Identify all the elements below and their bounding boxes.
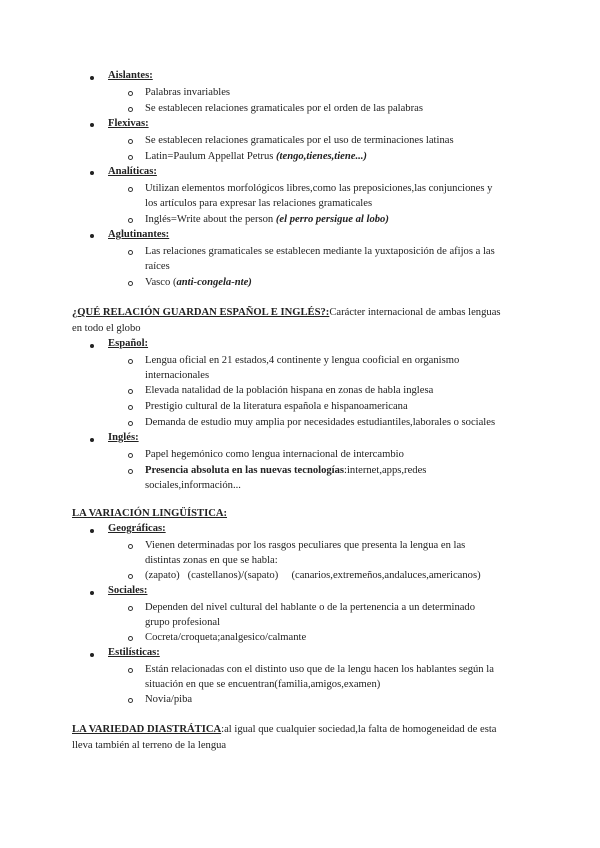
- bullet-circle: [128, 139, 133, 144]
- section-1-heading-line: [72, 305, 501, 322]
- section-3-line-2: lleva también al terreno de la lengua: [72, 740, 227, 751]
- ingles-item-1: Papel hegemónico como lengua internacional de intercambio: [145, 449, 404, 460]
- ingles-item-2-line-2: sociales,información...: [145, 480, 241, 491]
- aislantes-title: Aislantes:: [108, 70, 153, 81]
- bullet-circle: [128, 453, 133, 458]
- bullet-circle: [128, 544, 133, 549]
- section-2-heading: LA VARIACIÓN LINGÜÍSTICA:: [72, 508, 228, 519]
- sociales-title: Sociales:: [108, 585, 148, 596]
- flexivas-example-emphasis: (tengo,tienes,tiene...): [276, 151, 367, 162]
- ingles-title: Inglés:: [108, 432, 139, 443]
- bullet-circle: [128, 421, 133, 426]
- bullet-circle: [128, 698, 133, 703]
- bullet-circle: [128, 107, 133, 112]
- geograficas-item-1-line-2: distintas zonas en que se habla:: [145, 555, 278, 566]
- ingles-item-2-rest: :internet,apps,redes: [344, 465, 427, 476]
- bullet-dot: [90, 76, 94, 80]
- bullet-circle: [128, 636, 133, 641]
- bullet-dot: [90, 438, 94, 442]
- sociales-item-1-line-1: Dependen del nivel cultural del hablante o de la pertenencia a un determinado: [145, 602, 476, 613]
- bullet-circle: [128, 469, 133, 474]
- bullet-circle: [128, 606, 133, 611]
- bullet-circle: [128, 155, 133, 160]
- espanol-item-1-line-1: Lengua oficial en 21 estados,4 continente y lengua cooficial en organismo: [145, 355, 460, 366]
- estilisticas-item-1-line-1: Están relacionadas con el distinto uso que de la lengu hacen los hablantes según la: [145, 664, 494, 675]
- bullet-dot: [90, 591, 94, 595]
- geograficas-item-1-line-1: Vienen determinadas por los rasgos peculiares que presenta la lengua en las: [145, 540, 466, 551]
- flexivas-item-1: Se establecen relaciones gramaticales por el uso de terminaciones latinas: [145, 135, 454, 146]
- bullet-dot: [90, 123, 94, 127]
- geograficas-title: Geográficas:: [108, 523, 166, 534]
- bullet-circle: [128, 359, 133, 364]
- bullet-circle: [128, 281, 133, 286]
- flexivas-title: Flexivas:: [108, 118, 149, 129]
- espanol-item-1-line-2: internacionales: [145, 370, 210, 381]
- aglutinantes-item-1-line-1: Las relaciones gramaticales se establecen mediante la yuxtaposición de afijos a las: [145, 246, 495, 257]
- ingles-item-2-bold: Presencia absoluta en las nuevas tecnologías: [145, 465, 345, 476]
- section-3-line-1: [72, 722, 496, 739]
- section-1-heading: ¿QUÉ RELACIÓN GUARDAN ESPAÑOL E INGLÉS?:: [72, 307, 330, 318]
- aglutinantes-example-text: Vasco (: [145, 277, 177, 288]
- flexivas-example-text: Latin=Paulum Appellat Petrus: [145, 151, 277, 162]
- aglutinantes-example-emphasis: anti-congela-nte): [176, 277, 252, 288]
- bullet-dot: [90, 344, 94, 348]
- geograficas-item-2: (zapato) (castellanos)/(sapato) (canarios,extremeños,andaluces,americanos): [145, 570, 481, 581]
- sociales-item-2: Cocreta/croqueta;analgesico/calmante: [145, 632, 307, 643]
- bullet-circle: [128, 574, 133, 579]
- espanol-item-3: Prestigio cultural de la literatura española e hispanoamericana: [145, 401, 408, 412]
- aglutinantes-item-1-line-2: raíces: [145, 261, 170, 272]
- section-1-intro: Carácter internacional de ambas lenguas: [329, 307, 501, 318]
- sociales-item-1-line-2: grupo profesional: [145, 617, 221, 628]
- bullet-circle: [128, 250, 133, 255]
- bullet-dot: [90, 529, 94, 533]
- estilisticas-item-2: Novia/piba: [145, 694, 193, 705]
- section-1-intro-line-2: en todo el globo: [72, 323, 141, 334]
- bullet-circle: [128, 405, 133, 410]
- espanol-item-2: Elevada natalidad de la población hispana en zonas de habla inglesa: [145, 385, 434, 396]
- analiticas-item-1-line-1: Utilizan elementos morfológicos libres,como las preposiciones,las conjunciones y: [145, 183, 493, 194]
- flexivas-example: [145, 149, 367, 166]
- analiticas-title: Analíticas:: [108, 166, 157, 177]
- espanol-item-4: Demanda de estudio muy amplia por necesidades estudiantiles,laborales o sociales: [145, 417, 496, 428]
- bullet-circle: [128, 668, 133, 673]
- espanol-title: Español:: [108, 338, 149, 349]
- bullet-dot: [90, 171, 94, 175]
- analiticas-example-emphasis: (el perro persigue al lobo): [275, 214, 389, 225]
- bullet-dot: [90, 234, 94, 238]
- analiticas-example-text: Inglés=Write about the person: [145, 214, 276, 225]
- aglutinantes-title: Aglutinantes:: [108, 229, 170, 240]
- aislantes-item-1: Palabras invariables: [145, 87, 231, 98]
- bullet-circle: [128, 187, 133, 192]
- bullet-dot: [90, 653, 94, 657]
- aglutinantes-example: [145, 275, 252, 292]
- analiticas-example: [145, 212, 389, 229]
- bullet-circle: [128, 91, 133, 96]
- section-3-text: :al igual que cualquier sociedad,la falta de homogeneidad de esta: [221, 724, 497, 735]
- bullet-circle: [128, 389, 133, 394]
- estilisticas-item-1-line-2: situación en que se encuentran(familia,amigos,examen): [145, 679, 381, 690]
- bullet-circle: [128, 218, 133, 223]
- analiticas-item-1-line-2: los artículos para expresar las relaciones gramaticales: [145, 198, 373, 209]
- section-3-heading: LA VARIEDAD DIASTRÁTICA: [72, 724, 222, 735]
- estilisticas-title: Estilísticas:: [108, 647, 160, 658]
- aislantes-item-2: Se establecen relaciones gramaticales por el orden de las palabras: [145, 103, 423, 114]
